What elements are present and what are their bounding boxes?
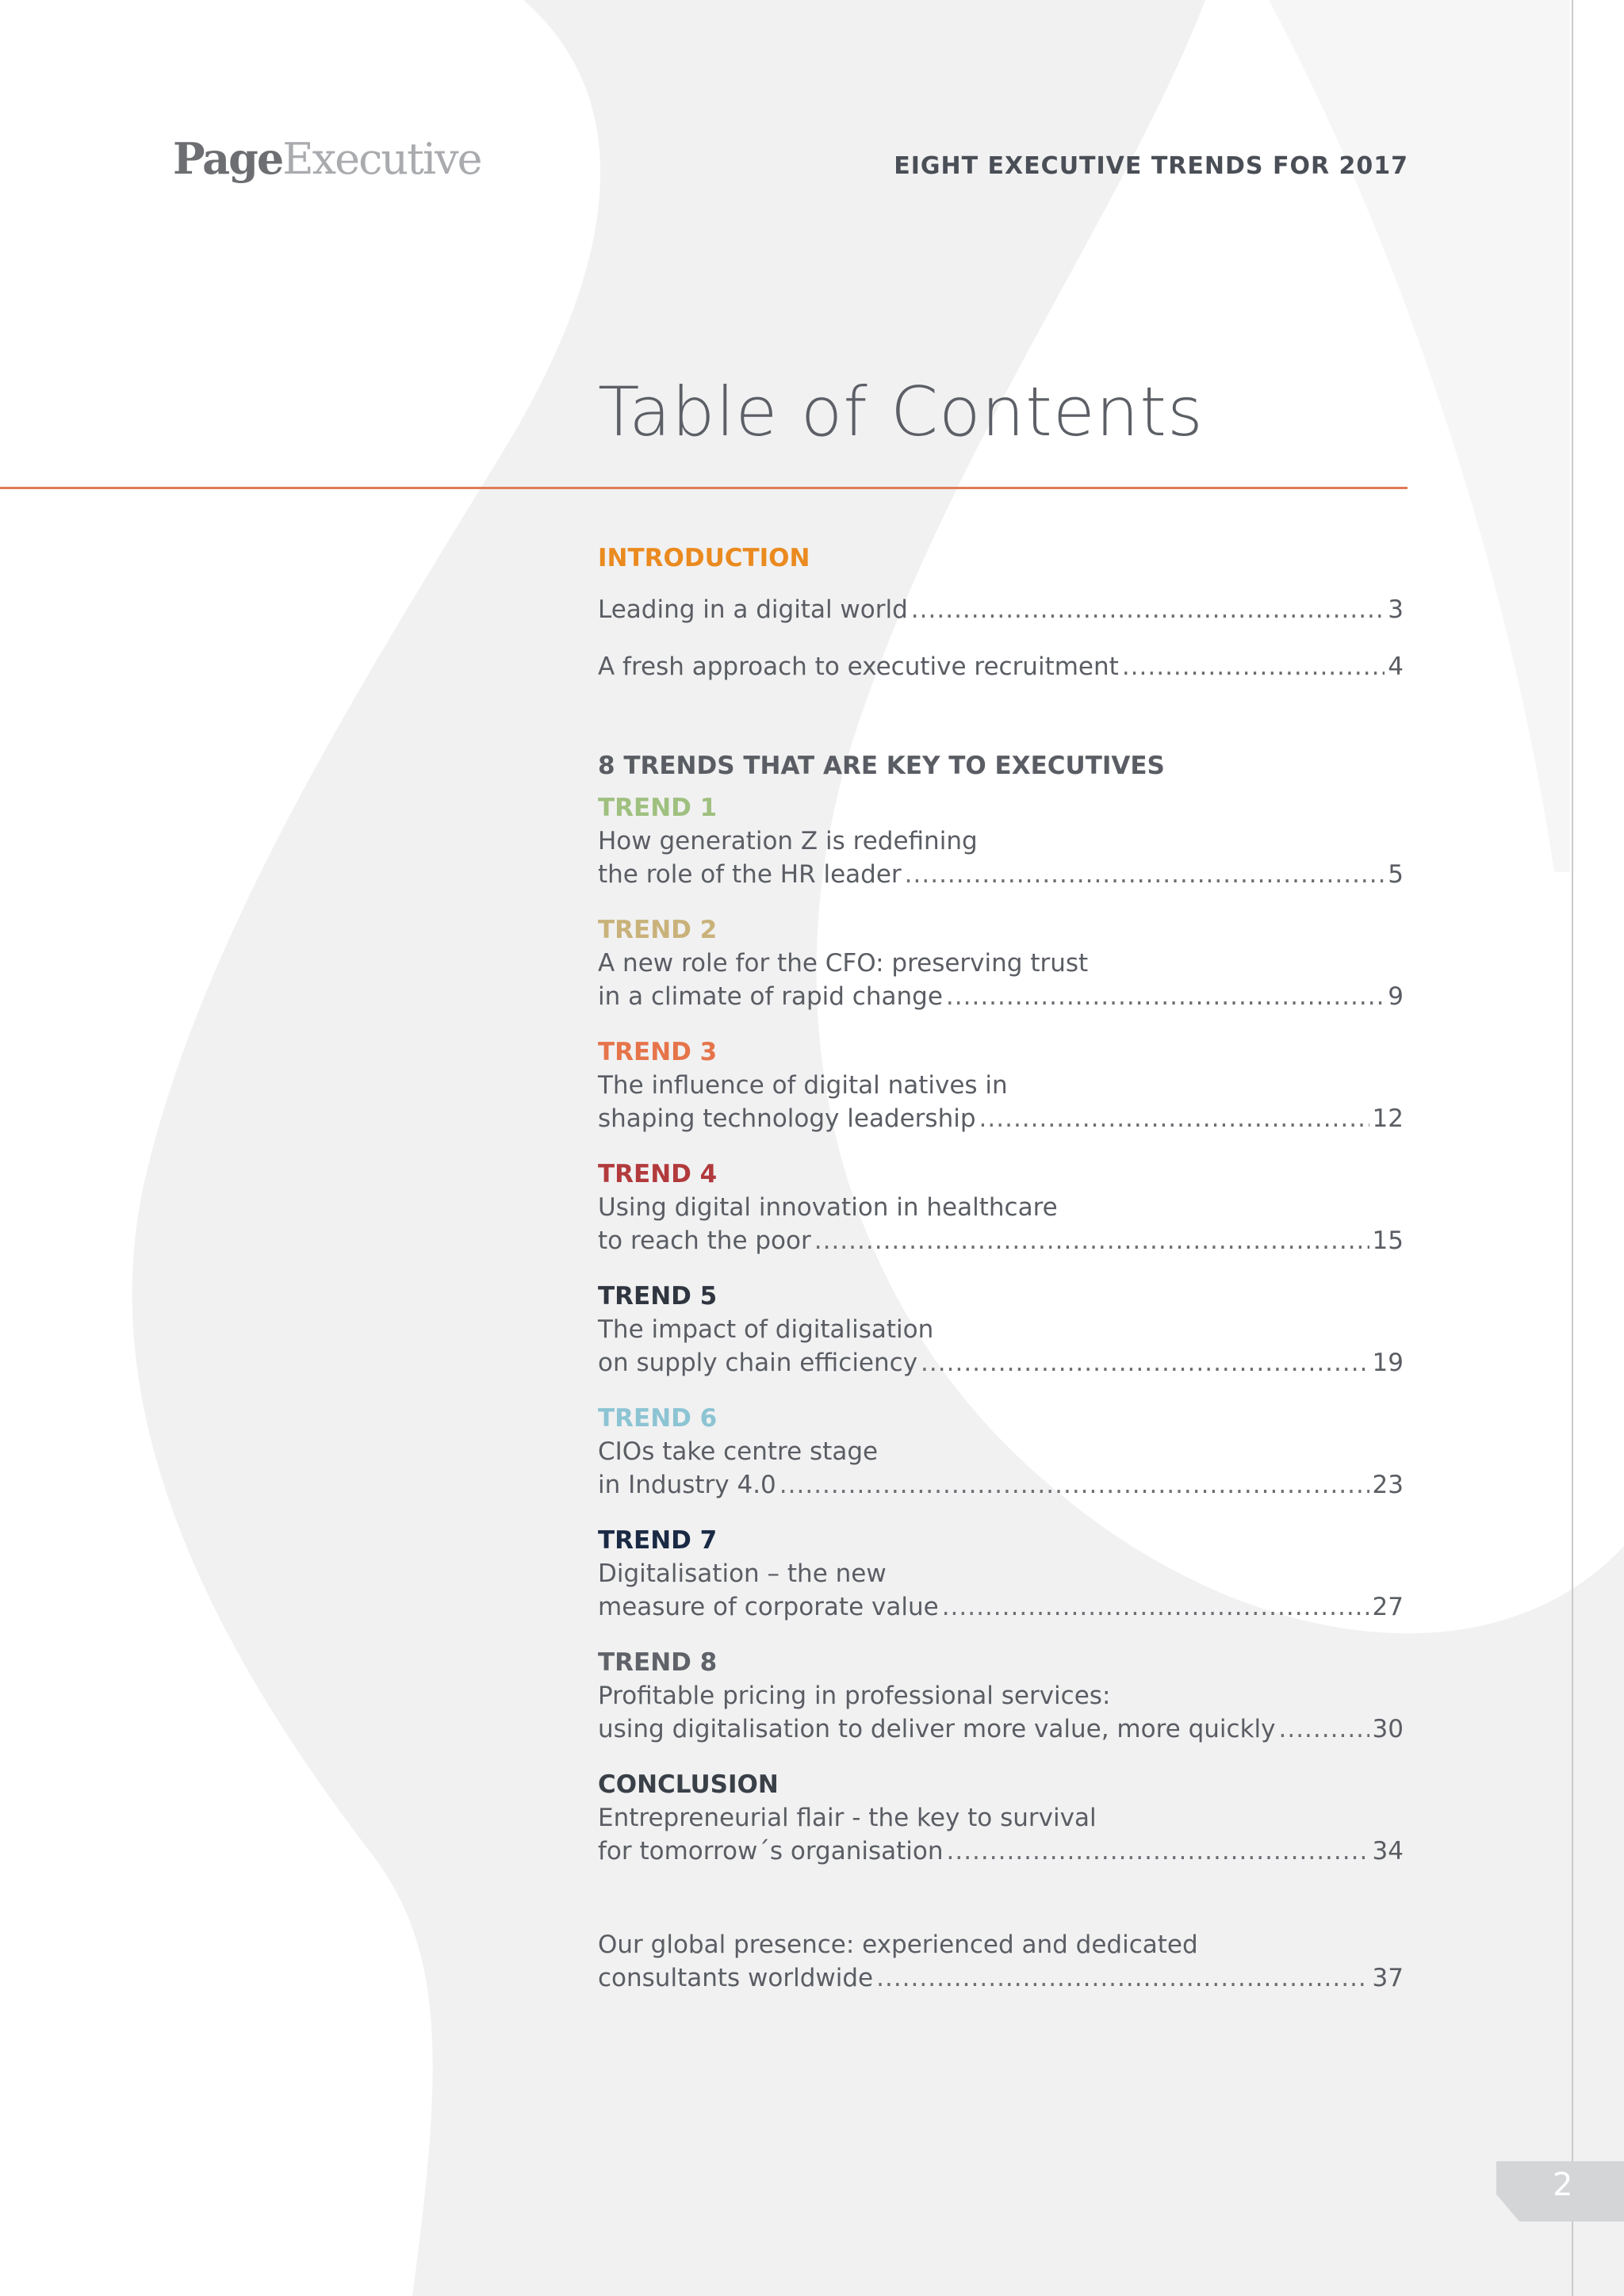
toc-entry-text: Leading in a digital world xyxy=(598,595,908,624)
trend-label: TREND 1 xyxy=(598,794,718,822)
toc-entry-trend-5[interactable] xyxy=(598,1280,1404,1380)
trends-heading: 8 TRENDS THAT ARE KEY TO EXECUTIVES xyxy=(598,752,1165,780)
toc-entry-line2: on supply chain efficiency xyxy=(598,1349,918,1377)
toc-entry-line1: The influence of digital natives in xyxy=(598,1071,1008,1100)
toc-entry-line1: Digitalisation – the new xyxy=(598,1559,887,1588)
document-header-title: EIGHT EXECUTIVE TRENDS FOR 2017 xyxy=(894,152,1408,180)
dot-leader xyxy=(876,1961,1369,1995)
toc-page-number: 30 xyxy=(1372,1715,1404,1743)
toc-page-number: 4 xyxy=(1388,652,1404,681)
toc-entry-trend-7[interactable] xyxy=(598,1524,1404,1624)
dot-leader xyxy=(979,1102,1369,1135)
toc-entry-line1: Profitable pricing in professional services: xyxy=(598,1682,1111,1710)
toc-page-number: 19 xyxy=(1372,1349,1404,1377)
toc-entry-line1: Our global presence: experienced and dedicated xyxy=(598,1931,1198,1959)
dot-leader xyxy=(779,1468,1369,1502)
toc-page-number: 5 xyxy=(1388,860,1404,889)
dot-leader xyxy=(946,980,1385,1013)
toc-page-number: 37 xyxy=(1372,1964,1404,1992)
page-executive-logo xyxy=(173,133,481,184)
trend-label: TREND 8 xyxy=(598,1648,718,1677)
introduction-heading: INTRODUCTION xyxy=(598,544,810,572)
dot-leader xyxy=(921,1346,1369,1380)
dot-leader xyxy=(814,1224,1369,1257)
toc-page-number: 23 xyxy=(1372,1471,1404,1499)
title-divider xyxy=(0,487,1408,489)
toc-entry-line2: consultants worldwide xyxy=(598,1964,874,1992)
dot-leader xyxy=(946,1835,1369,1868)
toc-page-number: 27 xyxy=(1372,1593,1404,1621)
conclusion-label: CONCLUSION xyxy=(598,1770,779,1799)
toc-entry-line2: using digitalisation to deliver more value, more quickly xyxy=(598,1715,1276,1743)
trend-label: TREND 7 xyxy=(598,1526,718,1555)
trend-label: TREND 6 xyxy=(598,1404,718,1433)
toc-page-number: 15 xyxy=(1372,1226,1404,1255)
toc-entry-trend-3[interactable] xyxy=(598,1035,1404,1135)
trend-label: TREND 5 xyxy=(598,1282,718,1311)
trend-label: TREND 3 xyxy=(598,1038,718,1066)
toc-entry-line2: shaping technology leadership xyxy=(598,1104,976,1133)
page-number: 2 xyxy=(1553,2167,1573,2203)
toc-entry-global-presence[interactable] xyxy=(598,1928,1404,1995)
toc-page-number: 12 xyxy=(1372,1104,1404,1133)
trend-label: TREND 2 xyxy=(598,916,718,944)
toc-entry-fresh-approach[interactable] xyxy=(598,650,1404,683)
toc-entry-line1: Using digital innovation in healthcare xyxy=(598,1193,1058,1222)
dot-leader xyxy=(1122,650,1385,683)
toc-page-number: 3 xyxy=(1388,595,1404,624)
toc-entry-line1: Entrepreneurial flair - the key to survival xyxy=(598,1804,1097,1832)
dot-leader xyxy=(942,1590,1369,1624)
toc-entry-trend-2[interactable] xyxy=(598,913,1404,1013)
toc-entry-line2: measure of corporate value xyxy=(598,1593,939,1621)
toc-entry-line2: for tomorrow´s organisation xyxy=(598,1837,944,1866)
toc-entry-line2: in Industry 4.0 xyxy=(598,1471,776,1499)
toc-entry-conclusion[interactable] xyxy=(598,1768,1404,1868)
toc-entry-line1: How generation Z is redefining xyxy=(598,827,978,855)
dot-leader xyxy=(905,858,1385,891)
dot-leader xyxy=(911,593,1385,626)
toc-entry-line2: the role of the HR leader xyxy=(598,860,902,889)
toc-entry-trend-4[interactable] xyxy=(598,1158,1404,1257)
right-margin-rule xyxy=(1572,0,1573,2296)
toc-entry-line2: to reach the poor xyxy=(598,1226,811,1255)
toc-entry-trend-1[interactable] xyxy=(598,791,1404,891)
logo-executive-text: Executive xyxy=(282,134,481,184)
toc-entry-line1: A new role for the CFO: preserving trust xyxy=(598,949,1089,978)
table-of-contents xyxy=(598,541,1404,2017)
toc-entry-text: A fresh approach to executive recruitment xyxy=(598,652,1119,681)
toc-entry-trend-8[interactable] xyxy=(598,1646,1404,1746)
toc-entry-leading-digital-world[interactable] xyxy=(598,593,1404,626)
toc-entry-line1: The impact of digitalisation xyxy=(598,1315,934,1344)
toc-page-number: 34 xyxy=(1372,1837,1404,1866)
trend-label: TREND 4 xyxy=(598,1160,718,1188)
toc-entry-trend-6[interactable] xyxy=(598,1402,1404,1502)
toc-entry-line2: in a climate of rapid change xyxy=(598,982,943,1011)
logo-page-text: Page xyxy=(173,133,283,184)
dot-leader xyxy=(1278,1712,1369,1746)
toc-page-number: 9 xyxy=(1388,982,1404,1011)
toc-title: Table of Contents xyxy=(598,373,1204,452)
toc-entry-line1: CIOs take centre stage xyxy=(598,1437,879,1466)
